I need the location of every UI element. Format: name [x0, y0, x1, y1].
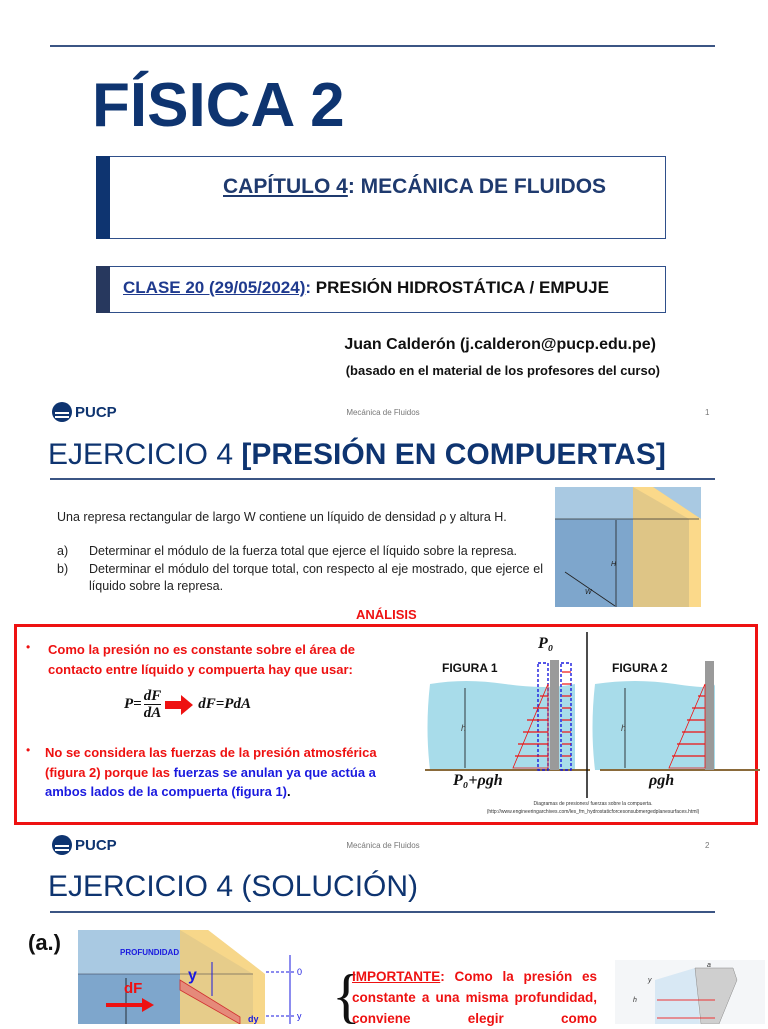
- formula-p: P=: [124, 696, 142, 712]
- slide-header-title: Mecánica de Fluidos: [346, 408, 420, 417]
- figure1-label: FIGURA 1: [442, 661, 498, 675]
- right-y-label: y: [648, 977, 652, 984]
- pucp-logo-icon: [52, 402, 72, 422]
- slide-number: 1: [705, 408, 710, 417]
- part-label: (a.): [28, 930, 61, 955]
- dam-figure: [555, 487, 703, 609]
- depth-label: PROFUNDIDAD: [120, 948, 180, 957]
- figure2-label: FIGURA 2: [612, 661, 668, 675]
- title-light: EJERCICIO 4: [48, 438, 242, 471]
- solution-figure: [78, 930, 318, 1024]
- implies-arrow-icon: [165, 695, 195, 715]
- df-label: dF: [124, 980, 143, 997]
- axis-zero: 0: [297, 967, 303, 977]
- chapter-label: CAPÍTULO 4: [223, 175, 348, 198]
- chapter-box: [96, 156, 666, 239]
- class-accent-bar: [96, 266, 110, 313]
- bullet-dot: •: [26, 743, 31, 757]
- slide-title: [48, 438, 666, 472]
- bullet-2-end: .: [287, 784, 291, 799]
- item-marker: a): [57, 544, 69, 558]
- title-rule: [50, 911, 715, 913]
- class-box: [96, 266, 666, 313]
- logo-text: PUCP: [75, 836, 117, 854]
- formula-denominator: dA: [143, 705, 162, 721]
- formula-numerator: dF: [143, 688, 162, 704]
- slide-header-title: Mecánica de Fluidos: [346, 841, 420, 850]
- pucp-logo: [52, 835, 117, 855]
- right-a-label: a: [707, 962, 711, 969]
- problem-statement: Una represa rectangular de largo W contiene un líquido de densidad ρ y altura H.: [57, 510, 507, 524]
- title-bold: [PRESIÓN EN COMPUERTAS]: [241, 438, 666, 471]
- pressure-figures: [425, 628, 760, 818]
- item-marker: b): [57, 562, 69, 576]
- cover-top-rule: [50, 45, 715, 47]
- figure-caption: Diagramas de presiones/ fuerzas sobre la compuerta.: [533, 801, 653, 807]
- chapter-heading: [223, 175, 606, 199]
- class-label: CLASE 20 (29/05/2024): [123, 278, 306, 297]
- bullet-2-blue: fuerzas se anulan ya que actúa a ambos lados de la compuerta (figura 1): [45, 764, 376, 799]
- fig2-h-label: h: [621, 723, 627, 733]
- chapter-name: MECÁNICA DE FLUIDOS: [354, 175, 607, 198]
- dam-3d-figure: [615, 960, 765, 1024]
- formula-result: dF=PdA: [198, 696, 251, 712]
- slide-title: EJERCICIO 4 (SOLUCIÓN): [48, 870, 419, 903]
- course-title: FÍSICA 2: [92, 71, 345, 140]
- pucp-logo: [52, 402, 117, 422]
- h-label: H: [611, 561, 617, 568]
- bullet-2: [45, 743, 405, 802]
- important-text: : Como la presión es constante a una misma profundidad, conviene elegir como: [352, 969, 597, 1026]
- important-note: [352, 966, 597, 1029]
- item-text: Determinar el módulo de la fuerza total que ejerce el líquido sobre la represa.: [89, 544, 518, 558]
- chapter-sep: :: [347, 175, 355, 198]
- right-h-label: h: [633, 997, 637, 1004]
- pucp-logo-icon: [52, 835, 72, 855]
- problem-item-a: [57, 543, 543, 560]
- class-topic: PRESIÓN HIDROSTÁTICA / EMPUJE: [311, 278, 609, 297]
- fig2-bottom-label: ρgh: [649, 772, 675, 789]
- w-label: W: [585, 589, 592, 596]
- title-rule: [50, 478, 715, 480]
- chapter-accent-bar: [96, 156, 110, 239]
- formula: [124, 688, 251, 721]
- p0-label: P₀: [538, 635, 554, 652]
- figure-caption-url: (http://www.engineeringarchives.com/les_fm_hydrostaticforcesonsubmergedplanesurfaces.html): [486, 809, 700, 815]
- important-label: IMPORTANTE: [352, 969, 441, 984]
- brace: {: [332, 963, 361, 1029]
- axis-y: y: [297, 1011, 302, 1021]
- class-sep: :: [305, 278, 312, 297]
- logo-text: PUCP: [75, 403, 117, 421]
- analysis-heading: ANÁLISIS: [356, 607, 417, 622]
- y-label: y: [188, 967, 197, 984]
- fig1-h-label: h: [461, 723, 467, 733]
- slide-number: 2: [705, 841, 710, 850]
- author: Juan Calderón (j.calderon@pucp.edu.pe): [344, 336, 656, 353]
- class-heading: [123, 278, 609, 298]
- problem-item-b: [57, 561, 543, 595]
- item-text: Determinar el módulo del torque total, con respecto al eje mostrado, que ejerce el líquido sobre la represa.: [89, 562, 543, 593]
- dy-label: dy: [248, 1014, 259, 1024]
- bullet-2-red: No se considera las fuerzas de la presión atmosférica (figura 2) porque las: [45, 745, 377, 780]
- author-note: (basado en el material de los profesores del curso): [345, 363, 660, 378]
- bullet-1: Como la presión no es constante sobre el área de contacto entre líquido y compuerta hay que usar:: [48, 642, 356, 677]
- bullet-dot: •: [26, 640, 31, 654]
- fig1-bottom-label: P₀+ρgh: [453, 772, 503, 789]
